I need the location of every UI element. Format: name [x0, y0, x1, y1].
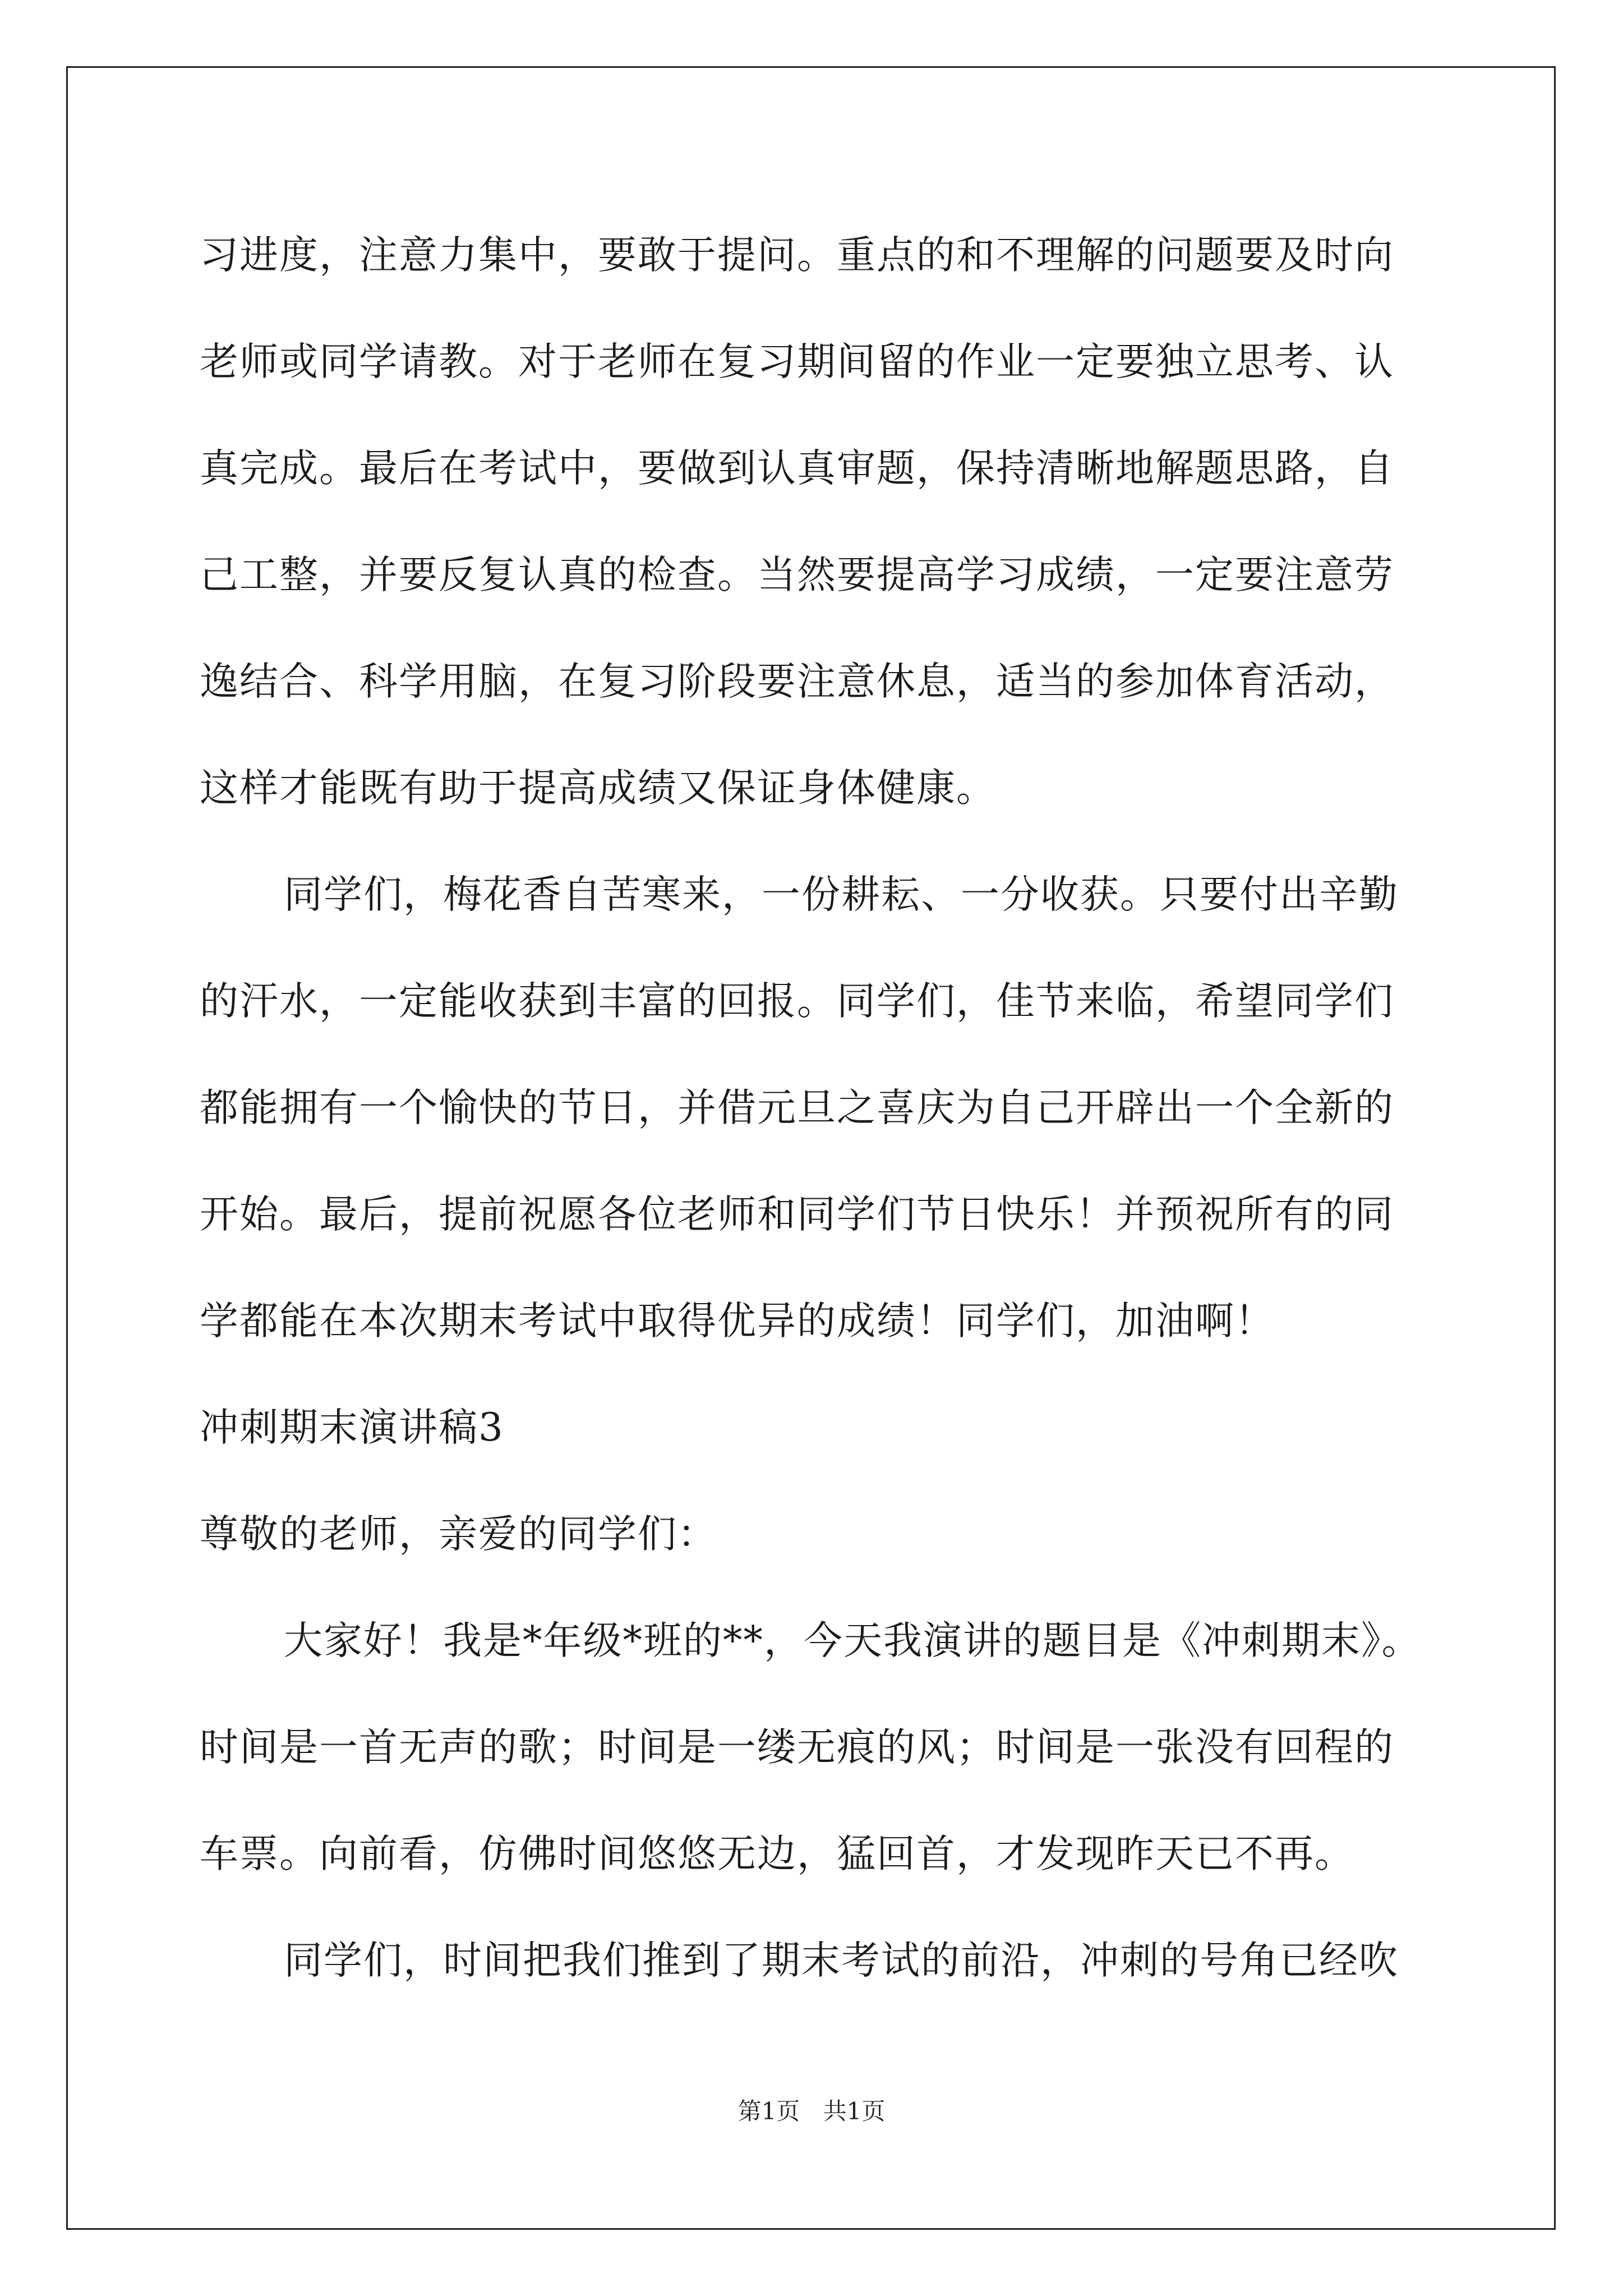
text-line: 开始。最后，提前祝愿各位老师和同学们节日快乐！并预祝所有的同: [200, 1192, 1394, 1237]
text-line: 同学们，时间把我们推到了期末考试的前沿，冲刺的号角已经吹: [284, 1938, 1399, 1983]
text-line: 习进度，注意力集中，要敢于提问。重点的和不理解的问题要及时向: [200, 233, 1394, 278]
text-line: 己工整，并要反复认真的检查。当然要提高学习成绩，一定要注意劳: [200, 553, 1394, 597]
text-line: 车票。向前看，仿佛时间悠悠无边，猛回首，才发现昨天已不再。: [200, 1832, 1354, 1876]
section-heading: 冲刺期末演讲稿3: [200, 1405, 504, 1450]
page-footer: [0, 2095, 1623, 2128]
text-line: 老师或同学请教。对于老师在复习期间留的作业一定要独立思考、认: [200, 339, 1394, 384]
text-line: 大家好！我是*年级*班的**，今天我演讲的题目是《冲刺期末》。: [284, 1618, 1422, 1663]
document-body: [200, 202, 1433, 2014]
salutation: 尊敬的老师，亲爱的同学们：: [200, 1512, 717, 1557]
text-line: 的汗水，一定能收获到丰富的回报。同学们，佳节来临，希望同学们: [200, 979, 1394, 1024]
text-line: 同学们，梅花香自苦寒来，一份耕耘、一分收获。只要付出辛勤: [284, 872, 1399, 917]
text-line: 逸结合、科学用脑，在复习阶段要注意休息，适当的参加体育活动，: [200, 659, 1394, 704]
total-pages-label: 共1页: [823, 2097, 886, 2125]
text-line: 学都能在本次期末考试中取得优异的成绩！同学们，加油啊！: [200, 1299, 1275, 1343]
text-line: 真完成。最后在考试中，要做到认真审题，保持清晰地解题思路，自: [200, 446, 1394, 491]
text-line: 这样才能既有助于提高成绩又保证身体健康。: [200, 766, 996, 811]
current-page-label: 第1页: [737, 2097, 800, 2125]
text-line: 时间是一首无声的歌；时间是一缕无痕的风；时间是一张没有回程的: [200, 1725, 1394, 1770]
text-line: 都能拥有一个愉快的节日，并借元旦之喜庆为自己开辟出一个全新的: [200, 1085, 1394, 1130]
